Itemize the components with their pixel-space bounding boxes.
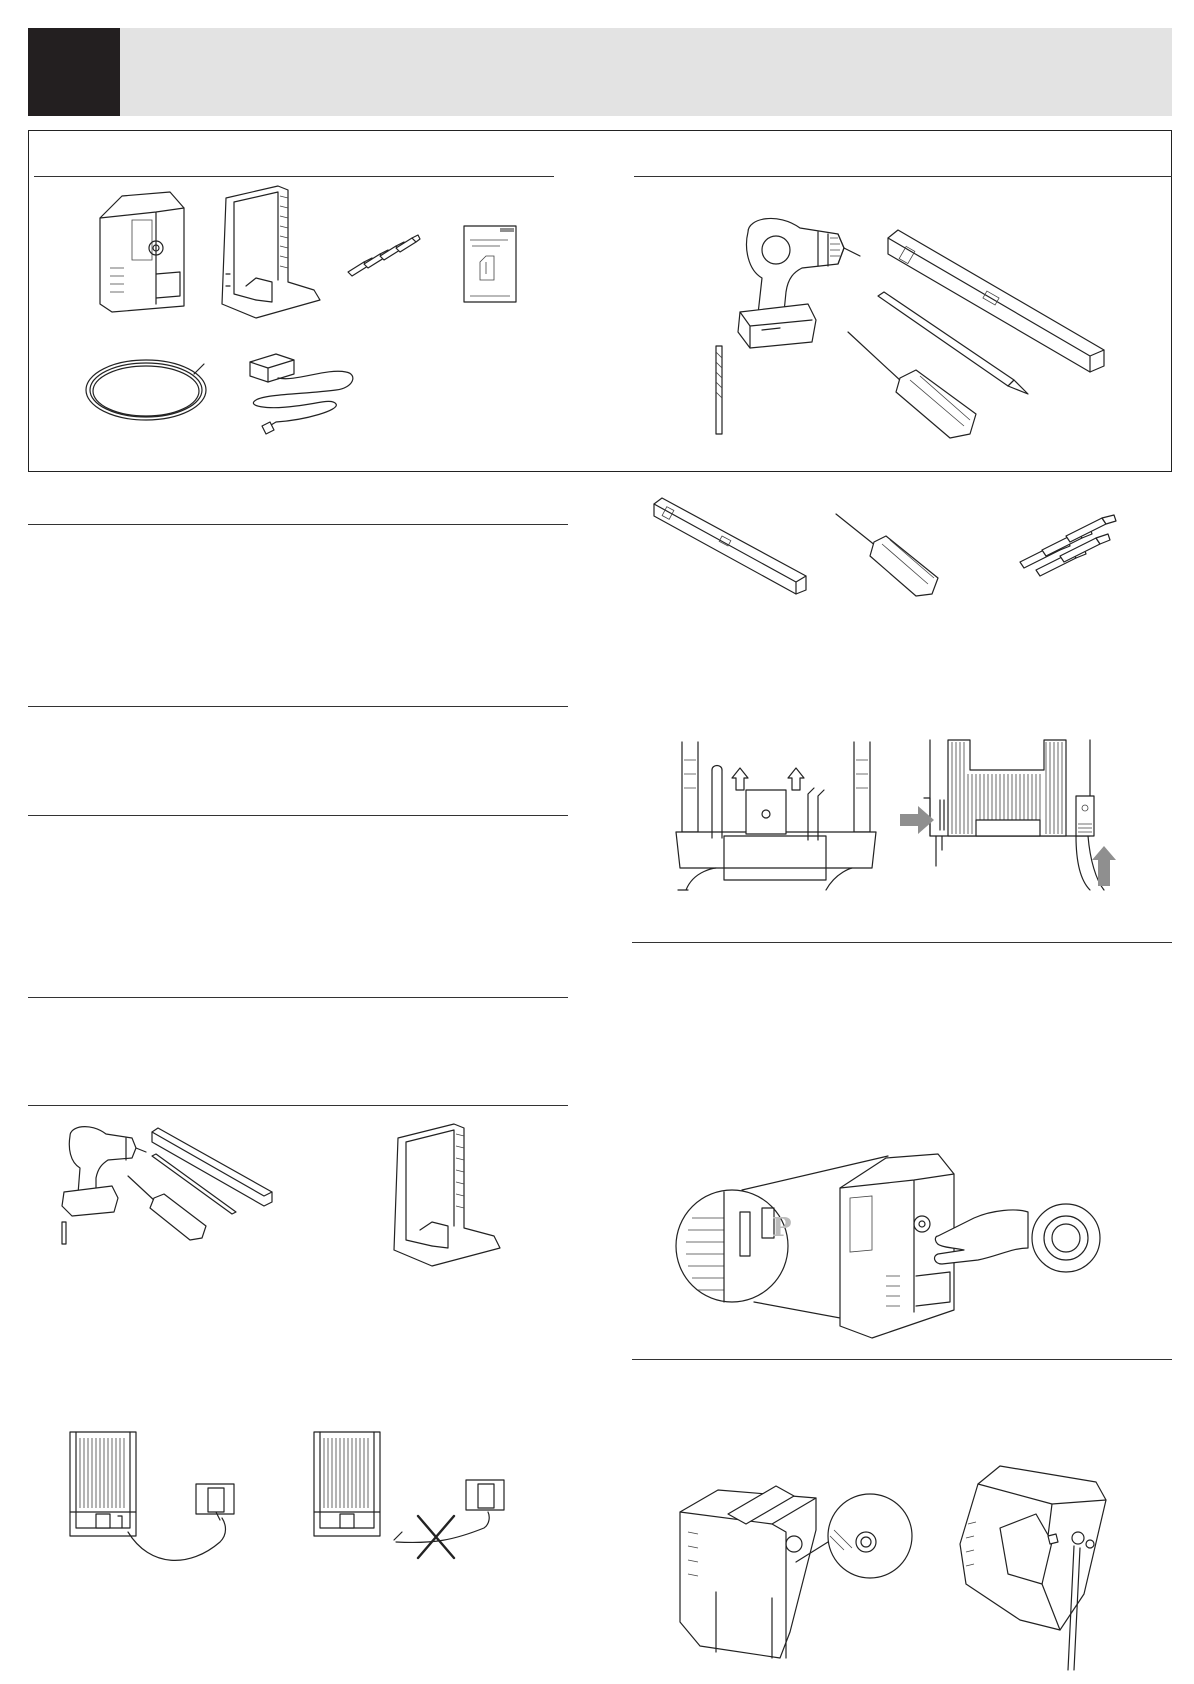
section-rule <box>28 815 568 816</box>
unit-back-tube-insertion-figure <box>900 740 1120 892</box>
wall-mount-bracket-icon <box>216 182 326 322</box>
section-rule <box>28 997 568 998</box>
section-rule <box>28 706 568 707</box>
unit-top-tube-connection-figure <box>676 1472 916 1672</box>
drill-bit-icon <box>710 344 730 436</box>
wall-plugs-large-icon <box>1016 514 1126 584</box>
section-rule <box>632 942 1172 943</box>
power-connection-incorrect-figure <box>304 1428 524 1578</box>
power-adapter-icon <box>236 348 366 444</box>
power-button-press-figure <box>676 1152 1100 1342</box>
drill-bit-diameter-label-small <box>40 1214 56 1234</box>
tube-coil-icon <box>80 352 212 428</box>
wall-plugs-icon <box>342 234 422 280</box>
spirit-level-small-icon <box>652 496 812 596</box>
unit-mounted-tube-routed-figure <box>956 1464 1116 1674</box>
wall-mount-bracket-step-icon <box>388 1120 508 1270</box>
svg-text:P: P <box>772 1213 792 1243</box>
section-rule <box>28 524 568 525</box>
screwdriver-small-icon <box>834 512 944 598</box>
section-rule <box>632 1359 1172 1360</box>
manual-booklet-icon <box>460 222 520 308</box>
drill-bit-diameter-label <box>672 380 692 400</box>
package-contents-rule <box>34 176 554 177</box>
bracket-tube-routing-figure <box>676 740 876 892</box>
section-rule <box>28 1105 568 1106</box>
power-connection-correct-figure <box>60 1428 260 1578</box>
page-header-bar <box>120 28 1172 116</box>
humidifier-unit-icon <box>92 188 192 318</box>
tools-required-small-figure <box>56 1122 276 1242</box>
required-tools-rule <box>634 176 1172 177</box>
chapter-number-block <box>28 28 120 116</box>
screwdriver-icon <box>846 330 986 440</box>
